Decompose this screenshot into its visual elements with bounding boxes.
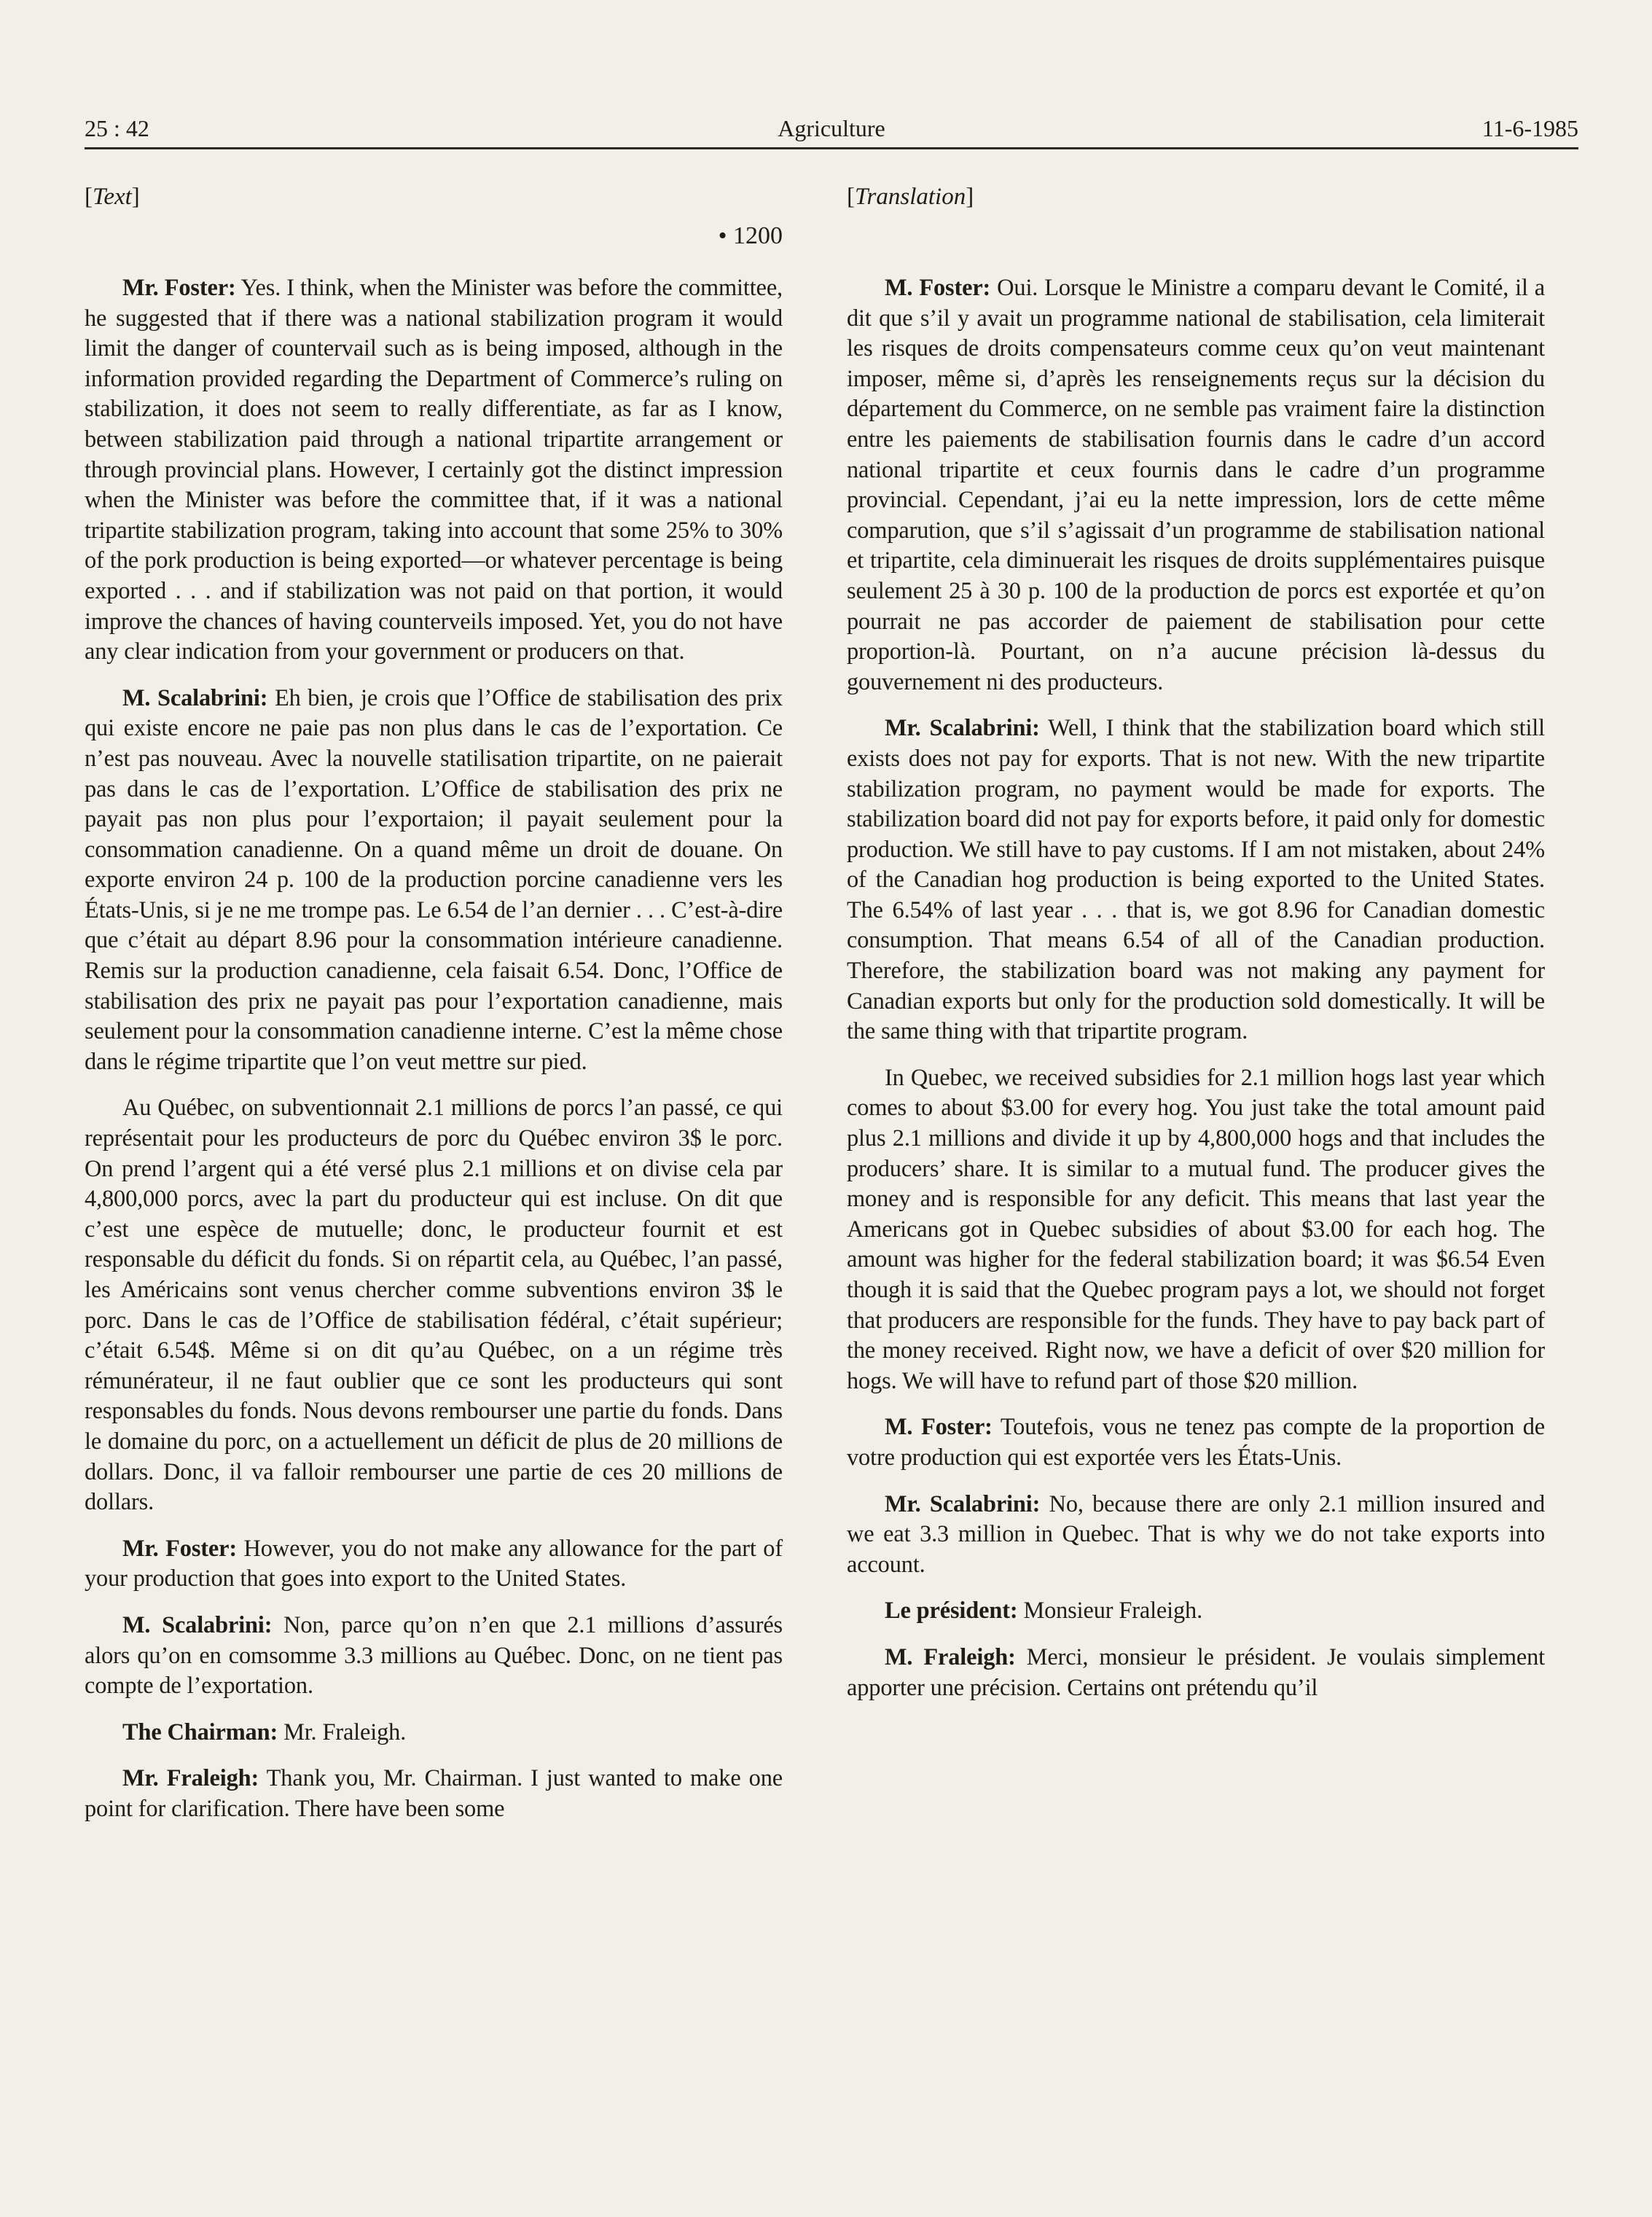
speaker: M. Scalabrini: <box>122 684 268 711</box>
column-label: [Text] <box>85 184 140 210</box>
paragraph-text: Monsieur Fraleigh. <box>1023 1598 1203 1624</box>
paragraph <box>85 273 783 668</box>
paragraph-text: Merci, monsieur le président. Je voulais simplement apporter une précision. Certains ont prétendu qu’il <box>847 1643 1545 1701</box>
date: 11-6-1985 <box>1481 115 1578 141</box>
paragraph <box>847 1063 1545 1397</box>
time-mark: • 1200 <box>718 222 783 249</box>
speaker: M. Foster: <box>885 275 991 301</box>
paragraph <box>85 1534 783 1595</box>
paragraph-text: Yes. I think, when the Minister was before the committee, he suggested that if there was a national stabilization program it would limit the danger of countervail such as is being imposed, although in the information provided regarding the Department of Commerce’s ruling on stabilization, it does not seem to really differentiate, as far as I know, between stabilization paid through a national tripartite arrangement or through provincial plans. However, I certainly got the distinct impression when the Minister was before the committee that, if it was a national tripartite stabilization program, taking into account that some 25% to 30% of the pork production is being exported—or whatever percentage is being exported . . . and if stabilization was not paid on that portion, it would improve the chances of having counterveils imposed. Yet, you do not have any clear indication from your government or producers on that. <box>85 275 783 665</box>
speaker: M. Scalabrini: <box>122 1611 273 1638</box>
paragraph <box>85 1093 783 1517</box>
paragraph <box>847 1596 1545 1627</box>
right-column <box>847 179 1545 1703</box>
paragraph <box>85 1611 783 1702</box>
left-column <box>85 179 783 1825</box>
paragraph <box>85 684 783 1078</box>
running-head <box>85 109 1578 149</box>
paragraph-text: Well, I think that the stabilization board which still exists does not pay for exports. That is not new. With the new tripartite stabilization program, no payment would be made for exports. The stabilization board did not pay for exports before, it paid only for domestic production. We still have to pay customs. If I am not mistaken, about 24% of the Canadian hog production is being exported to the United States. The 6.54% of last year . . . that is, we got 8.96 for Canadian domestic consumption. That means 6.54 of all of the Canadian production. Therefore, the stabilization board was not making any payment for Canadian exports but only for the production sold domestically. It will be the same thing with that tripartite program. <box>847 715 1546 1045</box>
paragraph <box>847 273 1545 697</box>
speaker: Le président: <box>885 1598 1018 1624</box>
paragraph-text: Toutefois, vous ne tenez pas compte de la proportion de votre production qui est exportée vers les États-Unis. <box>847 1414 1545 1471</box>
column-label: [Translation] <box>847 184 974 210</box>
paragraph-text: No, because there are only 2.1 million insured and we eat 3.3 million in Quebec. That is why we do not take exports into account. <box>847 1490 1545 1578</box>
speaker: Mr. Foster: <box>122 275 236 301</box>
paragraph-text: Eh bien, je crois que l’Office de stabilisation des prix qui existe encore ne paie pas non plus dans le cas de l’exportation. Ce n’est pas nouveau. Avec la nouvelle statilisation tripartite, on ne paierait pas dans le cas de l’exportation. L’Office de stabilisation des prix ne payait pas non plus pour l’exportaion; il payait seulement pour la consommation canadienne. On a quand même un droit de douane. On exporte environ 24 p. 100 de la production porcine canadienne vers les États-Unis, si je ne me trompe pas. Le 6.54 de l’an dernier . . . C’est-à-dire que c’était au départ 8.96 pour la consommation intérieure canadienne. Remis sur la production canadienne, cela faisait 6.54. Donc, l’Office de stabilisation des prix ne payait pas pour l’exportation canadienne, mais seulement pour la consommation canadienne interne. C’est la même chose dans le régime tripartite que l’on veut mettre sur pied. <box>85 684 783 1075</box>
speaker: Mr. Scalabrini: <box>885 1490 1041 1517</box>
paragraph <box>847 1643 1545 1703</box>
paragraph <box>847 713 1545 1047</box>
paragraph <box>847 1412 1545 1473</box>
speaker: Mr. Fraleigh: <box>122 1765 259 1792</box>
paragraph-text: Au Québec, on subventionnait 2.1 millions de porcs l’an passé, ce qui représentait pour les producteurs de porc du Québec environ 3$ le porc. On prend l’argent qui a été versé plus 2.1 millions et on divise cela par 4,800,000 porcs, avec la part du producteur qui est incluse. On dit que c’est une espèce de mutuelle; donc, le producteur fournit et est responsable du déficit du fonds. Si on répartit cela, au Québec, l’an passé, les Américains sont venus chercher comme subventions environ 3$ le porc. Dans le cas de l’Office de stabilisation fédéral, c’était supérieur; c’était 6.54$. Même si on dit qu’au Québec, on a un régime très rémunérateur, il ne faut oublier que ce sont les producteurs qui sont responsables du fonds. Nous devons rembourser une partie du fonds. Dans le domaine du porc, on a actuellement un déficit de plus de 20 millions de dollars. Donc, il va falloir rembourser une partie de ces 20 millions de dollars. <box>85 1095 783 1516</box>
paragraph <box>85 1764 783 1824</box>
paragraph-text: Mr. Fraleigh. <box>283 1719 407 1745</box>
paragraph-text: Oui. Lorsque le Ministre a comparu devant le Comité, il a dit que s’il y avait un programme national de stabilisation, cela limiterait les risques de droits compensateurs comme ceux qu’on veut maintenant imposer, même si, d’après les renseignements reçus sur la décision du département du Commerce, on ne semble pas vraiment faire la distinction entre les paiements de stabilisation fournis dans le cadre d’un accord national tripartite et ceux fournis dans le cadre d’un programme provincial. Cependant, j’ai eu la nette impression, lors de cette même comparution, que s’il s’agissait d’un programme de stabilisation national et tripartite, cela diminuerait les risques de droits supplémentaires puisque seulement 25 à 30 p. 100 de la production de porcs est exportée et qu’on pourrait ne pas accorder de paiement de stabilisation pour cette proportion-là. Pourtant, on n’a aucune précision là-dessus du gouvernement ni des producteurs. <box>847 275 1545 695</box>
paragraph <box>85 1718 783 1748</box>
speaker: Mr. Scalabrini: <box>885 715 1040 742</box>
section-title: Agriculture <box>778 115 885 141</box>
paragraph-text: Non, parce qu’on n’en que 2.1 millions d’assurés alors qu’on en comsomme 3.3 millions au Québec. Donc, on ne tient pas compte de l’exportation. <box>85 1611 783 1700</box>
page-number: 25 : 42 <box>85 115 149 141</box>
paragraph-text: However, you do not make any allowance for the part of your production that goes into export to the United States. <box>85 1535 783 1592</box>
speaker: M. Foster: <box>885 1414 993 1441</box>
speaker: M. Fraleigh: <box>885 1643 1016 1670</box>
paragraph <box>847 1490 1545 1581</box>
paragraph-text: In Quebec, we received subsidies for 2.1 million hogs last year which comes to about $3.00 for every hog. You just take the total amount paid plus 2.1 millions and divide it up by 4,800,000 hogs and that includes the producers’ share. It is similar to a mutual fund. The producer gives the money and is responsible for any deficit. This means that last year the Americans got in Quebec subsidies of about $3.00 for each hog. The amount was higher for the federal stabilization board; it was $6.54 Even though it is said that the Quebec program pays a lot, we should not forget that producers are responsible for the funds. They have to pay back part of the money received. Right now, we have a deficit of over $20 million for hogs. We will have to refund part of those $20 million. <box>847 1064 1545 1394</box>
speaker: The Chairman: <box>122 1719 278 1745</box>
speaker: Mr. Foster: <box>122 1535 238 1562</box>
paragraph-text: Thank you, Mr. Chairman. I just wanted to make one point for clarification. There have been some <box>85 1765 783 1822</box>
